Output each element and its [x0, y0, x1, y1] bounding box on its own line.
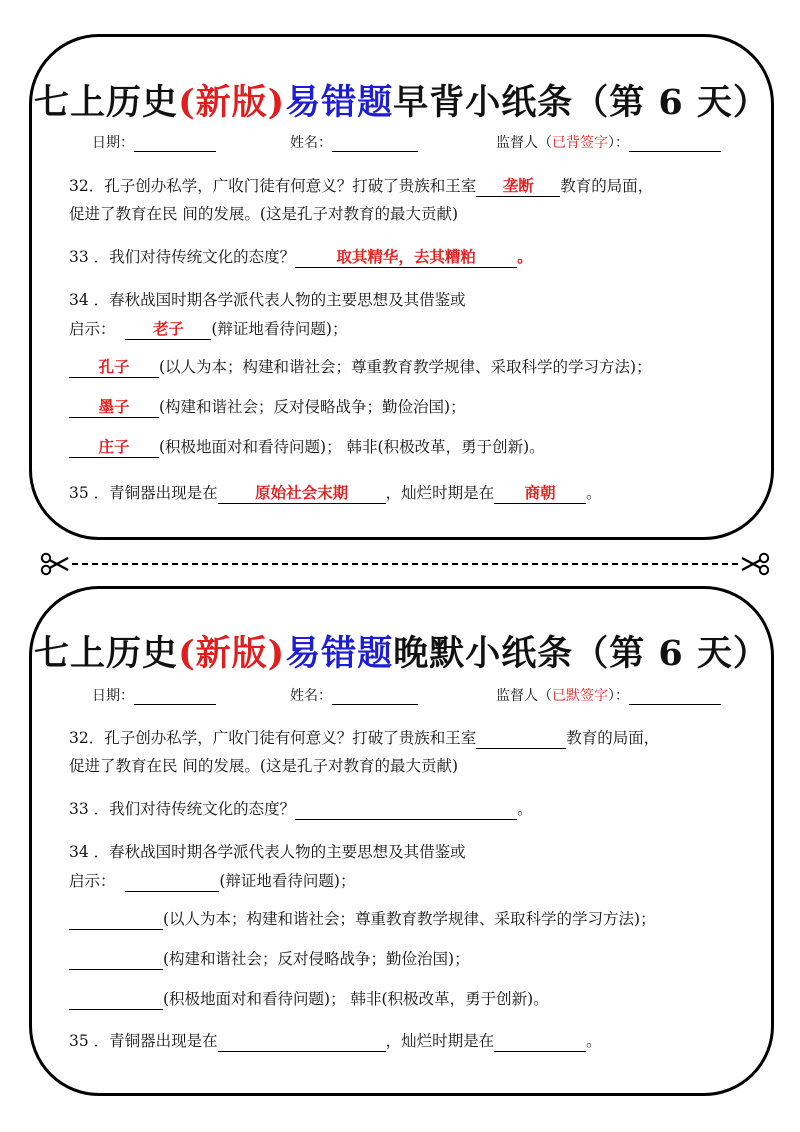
name-label: 姓名：	[290, 688, 332, 704]
q35-text-b: ，灿烂时期是在	[385, 1032, 495, 1050]
q34-line2	[69, 318, 347, 340]
q33-line	[69, 246, 533, 268]
kongzi-answer: 孔子	[69, 357, 159, 378]
q33-end: 。	[517, 247, 533, 266]
q35-end: 。	[586, 1032, 602, 1050]
kongzi-blank[interactable]	[69, 909, 163, 930]
q34-line1	[69, 841, 466, 863]
q33-text: 33 ．我们对待传统文化的态度？	[69, 800, 296, 818]
supervisor-blank[interactable]	[629, 689, 721, 705]
scissors-icon	[740, 552, 770, 576]
q32-answer: 垄断	[476, 176, 560, 197]
zhuangzi-answer: 庄子	[69, 437, 159, 458]
morning-recite-card	[29, 34, 774, 540]
q35-answer-1: 原始社会末期	[218, 483, 386, 504]
meta-row	[92, 685, 732, 707]
supervisor-note: 已背签字	[552, 135, 608, 151]
title-topic: 易错题	[285, 633, 394, 674]
q35-text: 35 ．青铜器出现是在	[69, 484, 218, 502]
q35-line	[69, 1030, 602, 1052]
meta-row	[92, 132, 732, 154]
name-field	[290, 132, 418, 152]
mozi-text: (构建和谐社会；反对侵略战争；勤俭治国)；	[163, 950, 470, 968]
q33-blank[interactable]	[295, 799, 517, 820]
date-field	[92, 132, 216, 152]
supervisor-note: 已默签字	[552, 688, 608, 704]
q34-text: 34 ．春秋战国时期各学派代表人物的主要思想及其借鉴或	[69, 843, 466, 861]
supervisor-label: 监督人（	[496, 688, 552, 704]
title-day: 早背小纸条（第 6 天）	[393, 82, 769, 123]
name-blank[interactable]	[332, 689, 418, 705]
zhuangzi-blank[interactable]	[69, 989, 163, 1010]
name-label: 姓名：	[290, 135, 332, 151]
q34-prompt: 启示：	[69, 872, 116, 890]
scissors-icon	[40, 552, 70, 576]
mozi-answer: 墨子	[69, 397, 159, 418]
title-topic: 易错题	[285, 82, 394, 123]
q34-line2	[69, 870, 355, 892]
date-label: 日期：	[92, 135, 134, 151]
q33-line	[69, 798, 533, 820]
cut-line	[40, 552, 770, 576]
q34-kongzi	[69, 908, 656, 930]
date-blank[interactable]	[134, 689, 216, 705]
q35-line	[69, 482, 602, 504]
q34-zhuangzi	[69, 988, 549, 1010]
card-title	[32, 626, 771, 676]
zhuangzi-text: (积极地面对和看待问题)； 韩非(积极改革，勇于创新)。	[159, 438, 545, 456]
q35-text: 35 ．青铜器出现是在	[69, 1032, 218, 1050]
q34-mozi	[69, 396, 466, 418]
title-edition: (新版)	[178, 633, 286, 674]
q33-end: 。	[517, 800, 533, 818]
q33-text: 33 ．我们对待传统文化的态度？	[69, 248, 296, 266]
date-label: 日期：	[92, 688, 134, 704]
q32-text-c: 促进了教育在民 间的发展。(这是孔子对教育的最大贡献)	[69, 205, 459, 223]
q32-line1	[69, 175, 653, 197]
q35-answer-2: 商朝	[494, 483, 586, 504]
supervisor-close: ）：	[608, 688, 629, 704]
q32-blank[interactable]	[476, 728, 566, 749]
laozi-answer: 老子	[125, 319, 211, 340]
q35-blank-2[interactable]	[494, 1031, 586, 1052]
q32-line1	[69, 727, 659, 749]
mozi-blank[interactable]	[69, 949, 163, 970]
zhuangzi-text: (积极地面对和看待问题)； 韩非(积极改革，勇于创新)。	[163, 990, 549, 1008]
laozi-text: (辩证地看待问题)；	[219, 872, 356, 890]
q32-text-b: 教育的局面，	[560, 177, 654, 195]
laozi-text: (辩证地看待问题)；	[211, 320, 348, 338]
supervisor-close: ）：	[608, 135, 629, 151]
q32-line2	[69, 203, 458, 225]
q34-mozi	[69, 948, 470, 970]
kongzi-text: (以人为本；构建和谐社会；尊重教育教学规律、采取科学的学习方法)；	[163, 910, 656, 928]
q32-text-b: 教育的局面，	[566, 729, 660, 747]
evening-recall-card	[29, 586, 774, 1096]
q32-line2	[69, 755, 458, 777]
q34-prompt: 启示：	[69, 320, 116, 338]
q32-text: 32．孔子创办私学，广收门徒有何意义？打破了贵族和王室	[69, 177, 477, 195]
name-field	[290, 685, 418, 705]
q35-blank-1[interactable]	[218, 1031, 386, 1052]
q34-text: 34 ．春秋战国时期各学派代表人物的主要思想及其借鉴或	[69, 291, 466, 309]
q32-text-c: 促进了教育在民 间的发展。(这是孔子对教育的最大贡献)	[69, 757, 459, 775]
supervisor-field	[496, 132, 721, 152]
title-subject: 七上历史	[34, 82, 179, 123]
q34-line1	[69, 289, 466, 311]
laozi-blank[interactable]	[125, 871, 219, 892]
q34-zhuangzi	[69, 436, 545, 458]
name-blank[interactable]	[332, 136, 418, 152]
q34-kongzi	[69, 356, 652, 378]
date-blank[interactable]	[134, 136, 216, 152]
title-day: 晚默小纸条（第 6 天）	[393, 633, 769, 674]
supervisor-field	[496, 685, 721, 705]
mozi-text: (构建和谐社会；反对侵略战争；勤俭治国)；	[159, 398, 466, 416]
card-title	[32, 75, 771, 125]
q35-end: 。	[586, 484, 602, 502]
title-edition: (新版)	[178, 82, 286, 123]
q32-text: 32．孔子创办私学，广收门徒有何意义？打破了贵族和王室	[69, 729, 477, 747]
kongzi-text: (以人为本；构建和谐社会；尊重教育教学规律、采取科学的学习方法)；	[159, 358, 652, 376]
cut-dash	[72, 563, 738, 565]
supervisor-blank[interactable]	[629, 136, 721, 152]
title-subject: 七上历史	[34, 633, 179, 674]
q35-text-b: ，灿烂时期是在	[385, 484, 495, 502]
q33-answer: 取其精华，去其糟粕	[295, 247, 517, 268]
supervisor-label: 监督人（	[496, 135, 552, 151]
date-field	[92, 685, 216, 705]
